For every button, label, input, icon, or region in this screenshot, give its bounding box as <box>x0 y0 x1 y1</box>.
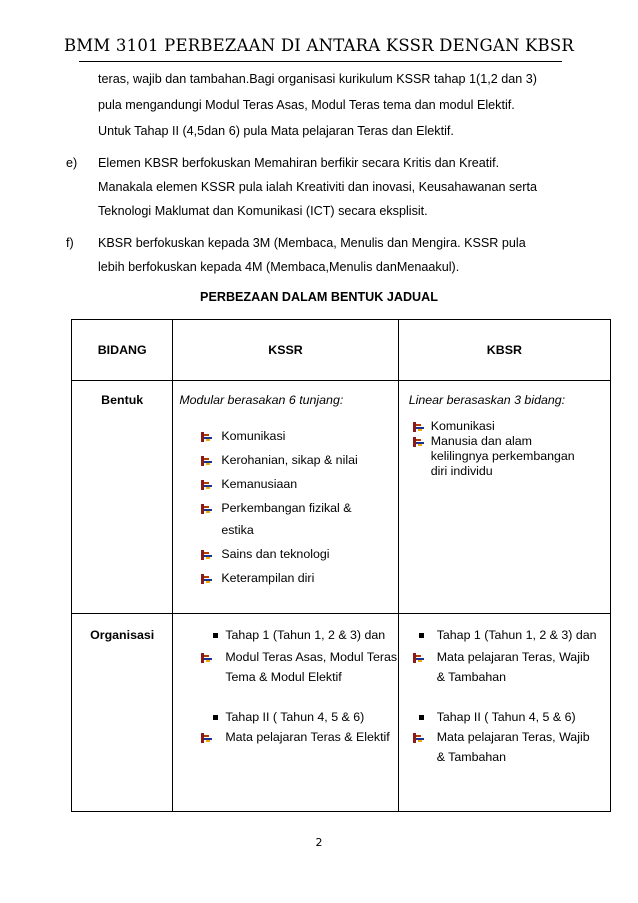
item-line: Teknologi Maklumat dan Komunikasi (ICT) secara eksplisit. <box>98 204 428 218</box>
list-item-continuation: estika <box>221 523 254 537</box>
list-item-continuation: kelilingnya perkembangan <box>430 449 575 463</box>
arrow-bullet-icon <box>201 550 212 560</box>
square-bullet-icon <box>419 633 424 638</box>
arrow-bullet-icon <box>201 653 212 663</box>
table-header-row <box>72 320 611 381</box>
arrow-bullet-icon <box>201 504 212 514</box>
list-item: Perkembangan fizikal & <box>173 501 397 523</box>
section-title: PERBEZAAN DALAM BENTUK JADUAL <box>200 290 438 304</box>
kbsr-bentuk-intro: Linear berasaskan 3 bidang: <box>408 393 566 407</box>
kbsr-organisasi-list <box>399 628 610 770</box>
list-item: Tahap 1 (Tahun 1, 2 & 3) dan <box>173 628 397 650</box>
list-item: Kerohanian, sikap & nilai <box>173 453 397 477</box>
kssr-bentuk-cell <box>173 381 398 614</box>
list-item: Manusia dan alam <box>399 434 610 449</box>
list-item: Keterampilan diri <box>173 571 397 595</box>
list-item: Mata pelajaran Teras, Wajib <box>399 730 610 750</box>
item-line: Elemen KBSR berfokuskan Memahiran berfikir secara Kritis dan Kreatif. <box>98 156 500 170</box>
arrow-bullet-icon <box>201 480 212 490</box>
kbsr-bidang-list <box>399 419 610 479</box>
list-item: Modul Teras Asas, Modul Teras <box>173 650 397 670</box>
list-item: Mata pelajaran Teras & Elektif <box>173 730 397 750</box>
arrow-bullet-icon <box>413 437 424 447</box>
field-organisasi: Organisasi <box>72 614 173 812</box>
table-row-organisasi <box>72 614 611 812</box>
kbsr-organisasi-cell <box>398 614 610 812</box>
kssr-organisasi-list <box>173 628 397 750</box>
arrow-bullet-icon <box>201 574 212 584</box>
arrow-bullet-icon <box>201 456 212 466</box>
comparison-table <box>71 319 611 812</box>
item-line: KBSR berfokuskan kepada 3M (Membaca, Menulis dan Mengira. KSSR pula <box>98 236 526 250</box>
arrow-bullet-icon <box>201 733 212 743</box>
list-item-continuation: & Tambahan <box>436 750 507 764</box>
list-item-continuation: Tema & Modul Elektif <box>225 670 342 684</box>
list-item: Komunikasi <box>173 429 397 453</box>
kbsr-bentuk-cell <box>398 381 610 614</box>
list-marker: f) <box>66 236 74 250</box>
arrow-bullet-icon <box>413 733 424 743</box>
square-bullet-icon <box>213 633 218 638</box>
intro-line: pula mengandungi Modul Teras Asas, Modul Teras tema dan modul Elektif. <box>98 98 515 112</box>
header-kssr: KSSR <box>173 320 398 381</box>
header-rule <box>79 61 562 62</box>
table-row-bentuk <box>72 381 611 614</box>
list-item: Komunikasi <box>399 419 610 434</box>
item-line: lebih berfokuskan kepada 4M (Membaca,Menulis danMenaakul). <box>98 260 460 274</box>
list-marker: e) <box>66 156 78 170</box>
list-item: Mata pelajaran Teras, Wajib <box>399 650 610 670</box>
page-number: 2 <box>315 836 323 849</box>
header-bidang: BIDANG <box>72 320 173 381</box>
kssr-organisasi-cell <box>173 614 398 812</box>
intro-line: teras, wajib dan tambahan.Bagi organisasi kurikulum KSSR tahap 1(1,2 dan 3) <box>98 72 537 86</box>
arrow-bullet-icon <box>413 422 424 432</box>
field-bentuk: Bentuk <box>72 381 173 614</box>
page-header-title: BMM 3101 PERBEZAAN DI ANTARA KSSR DENGAN KBSR <box>63 36 575 55</box>
square-bullet-icon <box>419 715 424 720</box>
kssr-tunjang-list <box>173 429 397 595</box>
kssr-bentuk-intro: Modular berasakan 6 tunjang: <box>179 393 344 407</box>
arrow-bullet-icon <box>413 653 424 663</box>
list-item: Tahap II ( Tahun 4, 5 & 6) <box>399 710 610 730</box>
item-line: Manakala elemen KSSR pula ialah Kreativiti dan inovasi, Keusahawanan serta <box>98 180 537 194</box>
intro-line: Untuk Tahap II (4,5dan 6) pula Mata pelajaran Teras dan Elektif. <box>98 124 454 138</box>
list-item-continuation: & Tambahan <box>436 670 507 684</box>
list-item: Sains dan teknologi <box>173 547 397 571</box>
square-bullet-icon <box>213 715 218 720</box>
list-item: Kemanusiaan <box>173 477 397 501</box>
header-kbsr: KBSR <box>398 320 610 381</box>
arrow-bullet-icon <box>201 432 212 442</box>
list-item: Tahap 1 (Tahun 1, 2 & 3) dan <box>399 628 610 650</box>
list-item-continuation: diri individu <box>430 464 493 478</box>
list-item: Tahap II ( Tahun 4, 5 & 6) <box>173 710 397 730</box>
